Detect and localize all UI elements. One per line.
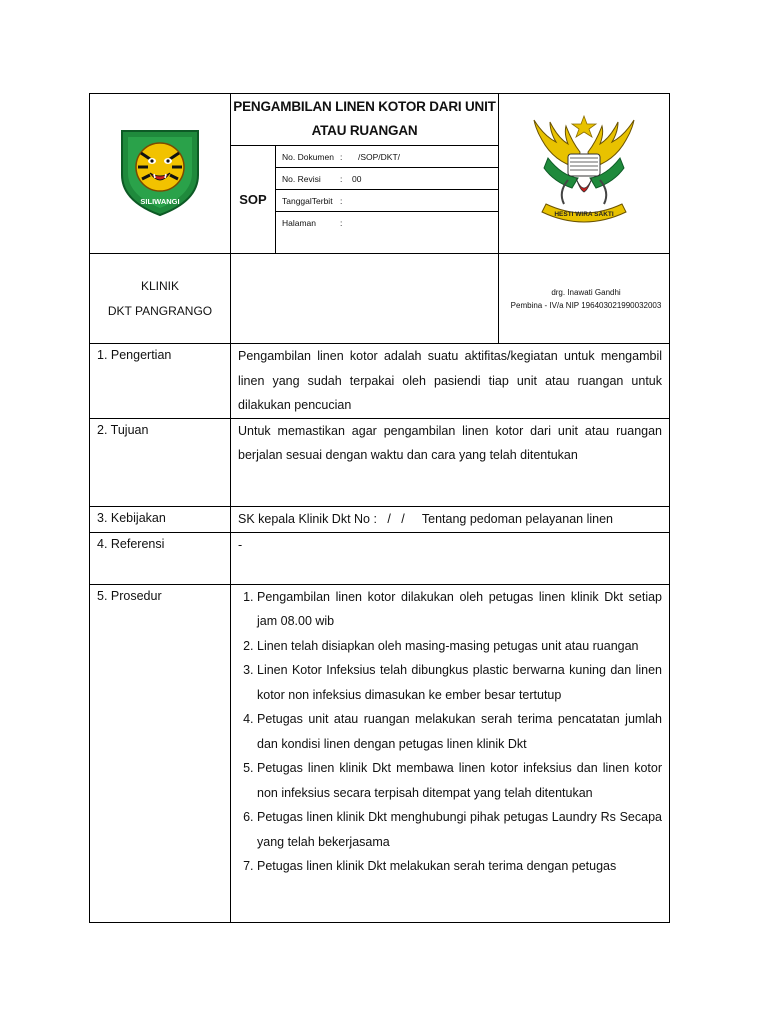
pengertian-text: Pengambilan linen kotor adalah suatu aktifitas/kegiatan untuk mengambil linen yang sudah terpakai oleh pasiendi tiap unit atau ruangan untuk dilakukan pencucian xyxy=(238,349,662,412)
clinic-line-2: DKT PANGRANGO xyxy=(107,303,213,318)
prosedur-step: 6. Petugas linen klinik Dkt menghubungi pihak petugas Laundry Rs Secapa yang telah bekerjasama xyxy=(257,805,662,854)
section-label-tujuan: 2. Tujuan xyxy=(90,418,231,506)
prosedur-step: 2. Linen telah disiapkan oleh masing-masing petugas unit atau ruangan xyxy=(257,634,662,659)
sop-document-table xyxy=(89,93,670,923)
section-text-tujuan xyxy=(231,418,670,506)
hesti-wira-sakti-emblem-icon xyxy=(528,112,640,230)
meta-value xyxy=(352,212,498,234)
section-label-referensi: 4. Referensi xyxy=(90,532,231,584)
section-steps-prosedur xyxy=(231,584,670,922)
meta-row-dokumen xyxy=(276,146,498,168)
signer-name: drg. Inawati Gandhi xyxy=(551,287,621,297)
referensi-text: - xyxy=(238,537,243,552)
signer-title: Pembina - IV/a NIP 196403021990032003 xyxy=(510,300,662,310)
meta-row-tanggal-terbit xyxy=(276,190,498,212)
meta-separator: : xyxy=(340,217,343,228)
tujuan-text: Untuk memastikan agar pengambilan linen kotor dari unit atau ruangan berjalan sesuai dengan waktu dan cara yang telah ditentukan xyxy=(238,423,662,462)
meta-value xyxy=(352,190,498,212)
meta-label: No. Revisi xyxy=(276,168,338,190)
section-label-prosedur: 5. Prosedur xyxy=(90,584,231,922)
meta-separator: : xyxy=(338,168,352,190)
title-line-2: ATAU RUANGAN xyxy=(311,123,418,138)
clinic-name-cell xyxy=(90,254,231,344)
prosedur-step: 1. Pengambilan linen kotor dilakukan oleh petugas linen klinik Dkt setiap jam 08.00 wib xyxy=(257,585,662,634)
sop-label: SOP xyxy=(231,146,276,254)
signer-cell xyxy=(499,254,670,344)
meta-separator: : xyxy=(338,190,352,212)
meta-row-revisi xyxy=(276,168,498,190)
section-label-kebijakan: 3. Kebijakan xyxy=(90,506,231,532)
prosedur-step: 3. Linen Kotor Infeksius telah dibungkus plastic berwarna kuning dan linen kotor non infeksius dimasukan ke ember besar tertutup xyxy=(257,658,662,707)
meta-value: 00 xyxy=(352,168,498,190)
clinic-line-1: KLINIK xyxy=(140,278,179,293)
kebijakan-text: SK kepala Klinik Dkt No : / / Tentang pedoman pelayanan linen xyxy=(238,511,613,526)
siliwangi-tiger-logo-icon xyxy=(114,123,206,219)
document-meta-table xyxy=(276,146,498,233)
prosedur-step: 4. Petugas unit atau ruangan melakukan serah terima pencatatan jumlah dan kondisi linen dengan petugas linen klinik Dkt xyxy=(257,707,662,756)
meta-label: No. Dokumen xyxy=(276,146,338,168)
section-label-pengertian: 1. Pengertian xyxy=(90,344,231,419)
document-meta-cell xyxy=(276,146,499,254)
empty-cell xyxy=(231,254,499,344)
meta-row-halaman xyxy=(276,212,498,234)
title-line-1: PENGAMBILAN LINEN KOTOR DARI UNIT xyxy=(233,99,496,114)
hesti-wira-sakti-text: HESTI WIRA SAKTI xyxy=(554,211,614,218)
meta-label: Halaman xyxy=(282,217,317,228)
prosedur-step: 5. Petugas linen klinik Dkt membawa linen kotor infeksius dan linen kotor non infeksius secara terpisah ditempat yang telah ditentukan xyxy=(257,756,662,805)
siliwangi-logo-text: SILIWANGI xyxy=(140,197,180,206)
meta-label: TanggalTerbit xyxy=(276,190,338,212)
right-logo-cell xyxy=(499,94,670,254)
meta-value: /SOP/DKT/ xyxy=(352,146,498,168)
section-text-referensi xyxy=(231,532,670,584)
prosedur-steps-list xyxy=(238,585,662,879)
document-title xyxy=(231,94,499,146)
left-logo-cell xyxy=(90,94,231,254)
prosedur-step: 7. Petugas linen klinik Dkt melakukan serah terima dengan petugas xyxy=(257,854,662,879)
meta-separator: : xyxy=(338,146,352,168)
section-text-kebijakan xyxy=(231,506,670,532)
section-text-pengertian xyxy=(231,344,670,419)
